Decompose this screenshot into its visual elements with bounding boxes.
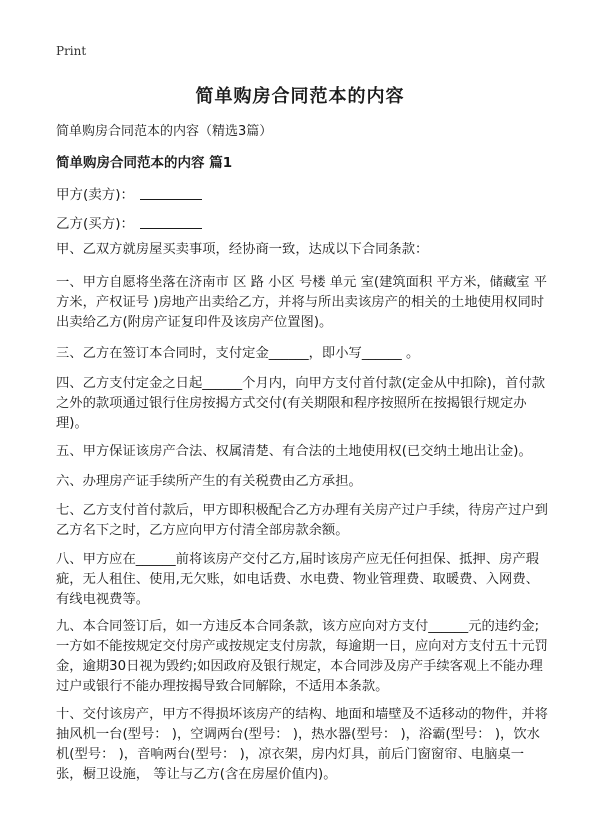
clause-9: 九、本合同签订后，如一方违反本合同条款，该方应向对方支付______元的违约金;一方如不能按规定交付房产或按规定支付房款，每逾期一日，应向对方支付五十元罚金，逾期30日视为毁约;如因政府及银行规定，本合同涉及房产手续客观上不能办理过户或银行不能办理按揭导致合同解除，不适用本条款。 (56, 619, 548, 694)
clause-7: 七、乙方支付首付款后，甲方即积极配合乙方办理有关房产过户手续，待房产过户到乙方名下之时，乙方应向甲方付清全部房款余额。 (56, 503, 548, 538)
party-b-blank (140, 227, 202, 229)
clause-10: 十、交付该房产，甲方不得损坏该房产的结构、地面和墙壁及不适移动的物件，并将抽风机一台(型号： )，空调两台(型号： )，热水器(型号： )，浴霸(型号： )，饮水机(型号： )，音响两台(型号： )，凉衣架，房内灯具，前后门窗窗帘、电脑桌一张，橱卫设施， 等让与乙方(含在房屋价值内)。 (56, 707, 548, 782)
party-b-line (56, 212, 202, 232)
party-b-label: 乙方(买方)： (56, 216, 135, 232)
section-heading: 简单购房合同范本的内容 篇1 (56, 155, 233, 171)
clause-4: 四、乙方支付定金之日起______个月内，向甲方支付首付款(定金从中扣除)，首付款之外的款项通过银行住房按揭方式交付(有关期限和程序按照所在按揭银行规定办理)。 (56, 376, 546, 431)
clause-8: 八、甲方应在______前将该房产交付乙方,届时该房产应无任何担保、抵押、房产瑕疵，无人租住、使用,无欠账，如电话费、水电费、物业管理费、取暖费、入网费、有线电视费等。 (56, 552, 539, 607)
document-subtitle: 简单购房合同范本的内容（精选3篇） (56, 124, 273, 139)
clause-3: 三、乙方在签订本合同时，支付定金______，即小写______ 。 (56, 346, 420, 361)
party-a-line (56, 183, 202, 203)
clause-5: 五、甲方保证该房产合法、权属清楚、有合法的土地使用权(已交纳土地出让金)。 (56, 444, 532, 459)
party-a-label: 甲方(卖方)： (56, 187, 135, 203)
document-title: 简单购房合同范本的内容 (195, 86, 405, 107)
clause-intro: 甲、乙双方就房屋买卖事项，经协商一致，达成以下合同条款： (56, 242, 429, 257)
party-a-blank (140, 198, 202, 200)
clause-1: 一、甲方自愿将坐落在济南市 区 路 小区 号楼 单元 室(建筑面积 平方米，储藏室 平方米，产权证号 )房地产出卖给乙方，并将与所出卖该房产的相关的土地使用权同时出卖给乙方(附房产证复印件及该房产位置图)。 (56, 275, 548, 330)
print-link[interactable]: Print (56, 44, 87, 58)
clause-6: 六、办理房产证手续所产生的有关税费由乙方承担。 (56, 474, 362, 489)
